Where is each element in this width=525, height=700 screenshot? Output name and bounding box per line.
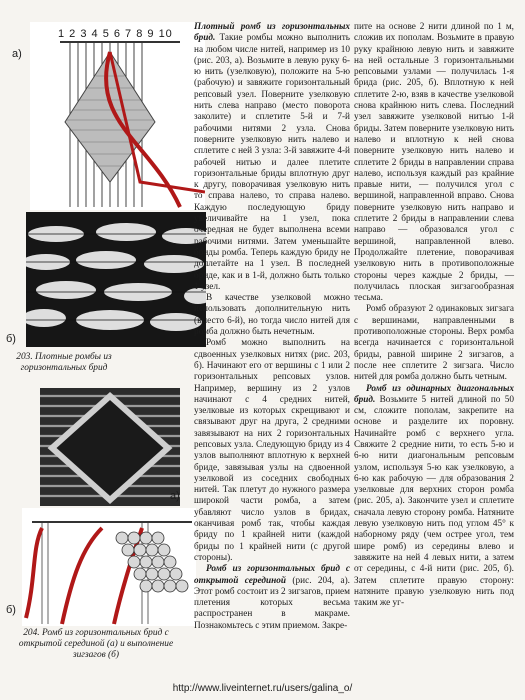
para-mid-4: Ромб из горизонтальных брид с открытой серединой (рис. 204, а). Этот ромб состоит из 2 зигзагов, прием плетения которых весьма распространен в макраме. Познакомьтесь с этим приемом. Закре- (194, 564, 350, 631)
para-mid-3: Ромб можно выполнить на сдвоенных узелковых нитях (рис. 203, б). Начинают его от вершины с 1 или 2 горизонтальных репсовых узлов. Например, вершину из 2 узлов начинают с 4 средних нитей, узелковые из которых скрещивают и связывают друг на друга, 2 средними завязывают на них 2 горизонтальных репсовых узла. Следующую бриду из 4 узлов выполняют вплотную к верхней бриде, завязывая узлы на сдвоенной узелковой из соседних свободных нитей. Так плетут до нужного размера широкой части ромба, а затем убавляют число узлов в бридах, оканчивая ромб так, чтобы каждая бриду по 1 крайней нити (каждой бриды по 1 крайней нити (с другой стороны). (194, 338, 350, 563)
caption-204: 204. Ромб из горизонтальных брид с открытой серединой (а) и выполнение зигзагов (б) (18, 628, 174, 660)
para-mid-1: Плотный ромб из горизонтальных брид. Такие ромбы можно выполнить на любом числе нитей, например из 10 (рис. 203, а). Возьмите в левую руку 6-ю нить (узелковую), положите на 5-ю (рабочую) и завяжите горизонтальный репсовый узел. Поверните узелковую нить слева направо (место поворота заколите) и сплетите 5-й и 7-й рабочими нитями 2 узла. Снова поверните узелковую нить налево и сплетите с ней 3 узла: 3-й завяжите 4-й рабочей нитью и далее плетите горизонтальные бриды вплотную друг к другу, поворачивая узелковую нить то справа налево, то справа налево. Каждую последующую бриду увеличивайте на 1 узел, пока очередная не будет выполнена всеми рабочими нитями. Затем уменьшайте бриды ромба. Теперь каждую бриду не доплетайте на 1 узел. В последней бриде, как и в 1-й, должно быть только 1 узел. (194, 22, 350, 292)
figure-numbers: 1 2 3 4 5 6 7 8 9 10 (58, 28, 173, 40)
figure-203a-diagram (30, 22, 205, 210)
label-a-mid: а) (170, 490, 180, 502)
figure-203b-photo (26, 212, 206, 347)
label-b-bot: б) (6, 604, 16, 616)
label-b-mid: б) (6, 333, 16, 345)
caption-203: 203. Плотные ромбы из горизонтальных брид (16, 352, 112, 373)
para-right-1: пите на основе 2 нити длиной по 1 м, сложив их пополам. Возьмите в правую руку крайнюю левую нить и завяжите на ней остальные 3 горизонтальными репсовыми узлами — получилась 1-я брида (рис. 205, б). Вплотную к ней сплетите 2-ю, взяв в качестве узелковой снова крайнюю нить слева. Последний узел завяжите узелковой нитью 1-й бриды. Затем поверните узелковую нить налево и вплотную к ней снова поверните узелковую нить налево и сплетите 2 бриды в направлении справа налево, используя каждый раз крайние правые нити, — получился угол с вершиной, направленной вправо. Снова поверните узелковую нить направо и сплетите 2 бриды в направлении слева направо — образовался угол с вершиной, направленной влево. Продолжайте плетение, поворачивая узелковую нить в противоположные стороны через каждые 2 бриды, — получилась плоская зигзагообразная тесьма. (354, 22, 514, 304)
text-column-middle (194, 22, 350, 632)
figure-204a-photo (40, 388, 180, 506)
label-a-top: а) (12, 48, 22, 60)
text-column-right (354, 22, 514, 609)
figure-204b-diagram (22, 508, 196, 626)
para-mid-2: В качестве узелковой можно использовать дополнительную нить (вместо 6-й), но тогда число нитей для ромба должно быть нечетным. (194, 293, 350, 338)
para-right-2: Ромб образуют 2 одинаковых зигзага с вершинами, направленными в противоположные стороны. Верх ромба всегда начинается с горизонтальной бриды, равной ширине 2 зигзагов, а после нее сплетите 2 зигзага. Число нитей для ромба должно быть четным. (354, 304, 514, 383)
para-right-3: Ромб из одинарных диагональных брид. Возьмите 5 нитей длиной по 50 см, сложите пополам, закрепите на основе и разделите их поровну. Начинайте ромб с верхнего угла. Свяжите 2 средние нити, то есть 5-ю и 6-ю нити диагональным репсовым узлом, используя 5-ю как узелковую, а 6-ю как рабочую — для образования 2 узелковые для верхних сторон ромба (рис. 205, а). Закончите узел и сплетите сначала левую сторону ромба. Натяните левую узелковую нить под углом 45° к наборному ряду (чем острее угол, тем шире ромб) из середины влево и завяжите на ней 4 левых нити, а затем от середины, с 4-й нити (рис. 205, б). Затем сплетите правую сторону: натяните правую узелковую нить под таким же уг- (354, 383, 514, 609)
footer-url: http://www.liveinternet.ru/users/galina_o/ (172, 683, 353, 694)
